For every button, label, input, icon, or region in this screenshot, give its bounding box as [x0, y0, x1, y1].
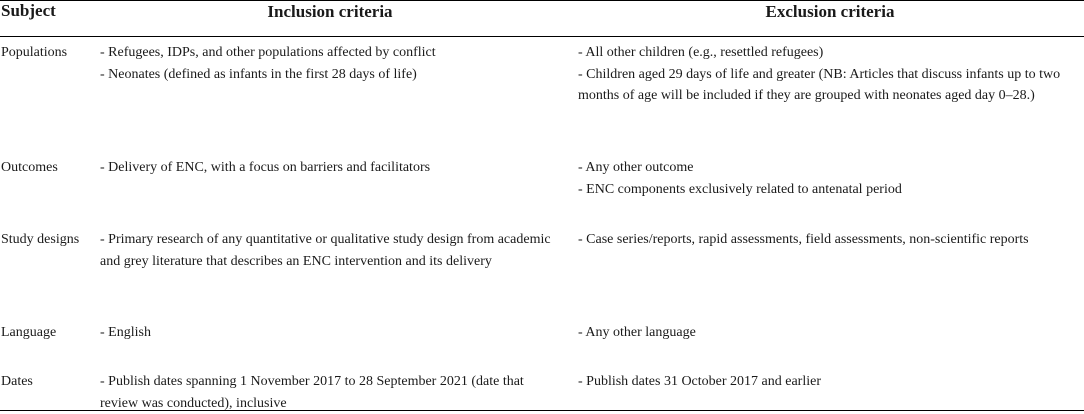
row-subject-outcomes: Outcomes [1, 160, 58, 175]
row-exclusion-language [578, 322, 1084, 344]
list-item: - Primary research of any quantitative or qualitative study design from academic and grey literature that describes an ENC intervention and its delivery [100, 232, 551, 269]
header-exclusion: Exclusion criteria [765, 2, 895, 21]
list-item: - Publish dates 31 October 2017 and earlier [578, 374, 821, 389]
list-item: - Delivery of ENC, with a focus on barriers and facilitators [100, 160, 431, 175]
list-item: - Publish dates spanning 1 November 2017 to 28 September 2021 (date that review was conducted), inclusive [100, 374, 524, 411]
list-item: - Any other language [578, 325, 696, 340]
list-item: - Case series/reports, rapid assessments, field assessments, non-scientific reports [578, 232, 1029, 247]
list-item: - Children aged 29 days of life and greater (NB: Articles that discuss infants up to two months of age will be included if they are grouped with neonates aged day 0–28.) [578, 66, 1061, 103]
row-exclusion-outcomes [578, 157, 1084, 200]
list-item: - Any other outcome [578, 160, 694, 175]
list-item: - ENC components exclusively related to antenatal period [578, 181, 902, 197]
list-item: - English [100, 325, 151, 340]
header-subject: Subject [1, 1, 56, 20]
header-rule [0, 36, 1084, 37]
row-exclusion-populations [578, 42, 1084, 107]
list-item: - All other children (e.g., resettled refugees) [578, 45, 824, 60]
row-subject-language: Language [1, 325, 57, 340]
row-inclusion-language [100, 322, 560, 344]
row-inclusion-dates [100, 371, 560, 414]
header-inclusion: Inclusion criteria [267, 2, 393, 21]
row-subject-dates: Dates [1, 374, 33, 389]
list-item: - Neonates (defined as infants in the first 28 days of life) [100, 66, 417, 82]
row-subject-populations: Populations [1, 45, 68, 60]
row-subject-study-designs: Study designs [1, 232, 80, 247]
row-inclusion-study-designs [100, 229, 560, 272]
list-item: - Refugees, IDPs, and other populations affected by conflict [100, 45, 436, 60]
row-exclusion-dates [578, 371, 1084, 393]
bottom-rule [0, 410, 1084, 411]
row-exclusion-study-designs [578, 229, 1084, 251]
row-inclusion-outcomes [100, 157, 560, 179]
row-inclusion-populations [100, 42, 560, 85]
